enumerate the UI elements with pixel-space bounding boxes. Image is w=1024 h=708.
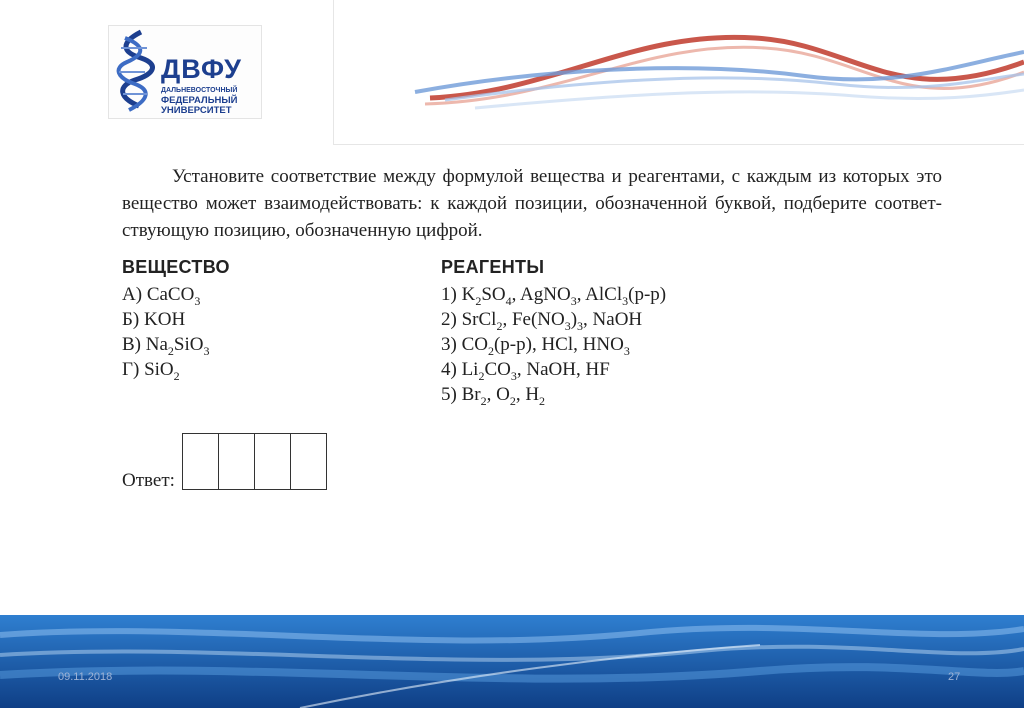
formula-text: , H (515, 384, 540, 405)
formula-text: , AgNO (511, 284, 571, 305)
substance-item (122, 282, 230, 307)
chemical-formula (461, 284, 667, 308)
formula-subscript: 2 (173, 368, 180, 383)
substances-list (122, 282, 230, 382)
formula-subscript: 3 (203, 343, 210, 358)
formula-text: K (461, 284, 476, 305)
footer-wave-background (0, 615, 1024, 708)
reagents-column (441, 255, 666, 407)
formula-text: , NaOH (583, 309, 643, 330)
substance-item (122, 357, 230, 382)
item-marker: 4) (441, 359, 462, 380)
chemical-formula (461, 334, 630, 358)
task-statement: Установите соответствие между формулой вещества и реагентами, с каждым из которых это вещество может взаимодействовать: к каждой позиции, обозначенной буквой, подберите соответствующую позицию, обозначенную цифрой. (122, 166, 942, 241)
answer-grid (183, 433, 327, 490)
substances-column (122, 255, 230, 382)
formula-text: CO (484, 359, 511, 380)
formula-text: , Fe(NO (502, 309, 565, 330)
answer-cell[interactable] (290, 433, 327, 490)
formula-text: CaCO (146, 284, 195, 305)
formula-text: CO (461, 334, 488, 355)
answer-cell[interactable] (218, 433, 255, 490)
formula-subscript: 2 (539, 393, 546, 408)
item-marker: Г) (122, 359, 145, 380)
formula-text: Li (461, 359, 479, 380)
formula-text: , AlCl (576, 284, 623, 305)
formula-subscript: 3 (194, 293, 201, 308)
formula-text: (р-р), HCl, HNO (493, 334, 624, 355)
formula-subscript: 2 (496, 318, 503, 333)
chemical-formula (144, 309, 185, 330)
item-marker: Б) (122, 309, 144, 330)
chemical-formula (461, 309, 643, 333)
chemical-formula (146, 284, 201, 308)
formula-subscript: 3 (564, 318, 571, 333)
header (0, 0, 1024, 145)
formula-text: SiO (173, 334, 204, 355)
formula-text: , NaOH, HF (516, 359, 610, 380)
formula-subscript: 2 (487, 343, 494, 358)
chemical-formula (145, 334, 210, 358)
answer-label: Ответ: (122, 470, 175, 491)
formula-text: , O (486, 384, 510, 405)
formula-subscript: 2 (475, 293, 482, 308)
formula-subscript: 3 (622, 293, 629, 308)
formula-subscript: 2 (509, 393, 516, 408)
formula-text: Br (461, 384, 481, 405)
substances-heading: ВЕЩЕСТВО (122, 257, 230, 277)
formula-subscript: 3 (577, 318, 584, 333)
reagent-item (441, 357, 666, 382)
formula-text: ) (570, 309, 578, 330)
slide-date: 09.11.2018 (58, 671, 113, 683)
formula-subscript: 3 (623, 343, 630, 358)
formula-subscript: 3 (510, 368, 517, 383)
reagent-item (441, 282, 666, 307)
item-marker: 5) (441, 384, 462, 405)
answer-cell[interactable] (182, 433, 219, 490)
item-marker: В) (122, 334, 146, 355)
reagent-item (441, 307, 666, 332)
decorative-ribbons (335, 0, 1024, 145)
formula-text: KOH (144, 309, 186, 330)
formula-text: Na (145, 334, 168, 355)
formula-subscript: 4 (505, 293, 512, 308)
reagents-list (441, 282, 666, 407)
reagent-item (441, 332, 666, 357)
substance-item (122, 307, 230, 332)
chemical-formula (461, 359, 610, 383)
formula-text: (р-р) (628, 284, 667, 305)
reagent-item (441, 382, 666, 407)
item-marker: 3) (441, 334, 462, 355)
header-bottom-line (333, 144, 1024, 145)
logo-line-2: ФЕДЕРАЛЬНЫЙ (161, 95, 238, 106)
footer (0, 615, 1024, 708)
logo-title: ДВФУ (161, 54, 242, 84)
answer-cell[interactable] (254, 433, 291, 490)
item-marker: 2) (441, 309, 462, 330)
header-divider (333, 0, 334, 145)
substance-item (122, 332, 230, 357)
logo-line-3: УНИВЕРСИТЕТ (161, 105, 232, 116)
formula-subscript: 2 (478, 368, 485, 383)
reagents-heading: РЕАГЕНТЫ (441, 257, 545, 277)
chemical-formula (144, 359, 180, 383)
helix-logo-icon (111, 28, 163, 116)
item-marker: 1) (441, 284, 462, 305)
formula-text: SO (481, 284, 506, 305)
university-logo (108, 25, 262, 119)
formula-subscript: 2 (167, 343, 174, 358)
chemical-formula (461, 384, 546, 408)
page-number: 27 (948, 671, 961, 683)
formula-subscript: 2 (480, 393, 487, 408)
logo-line-1: ДАЛЬНЕВОСТОЧНЫЙ (161, 87, 238, 94)
formula-text: SiO (144, 359, 174, 380)
item-marker: А) (122, 284, 147, 305)
logo-subtitle (161, 86, 238, 116)
formula-text: SrCl (461, 309, 497, 330)
formula-subscript: 3 (570, 293, 577, 308)
